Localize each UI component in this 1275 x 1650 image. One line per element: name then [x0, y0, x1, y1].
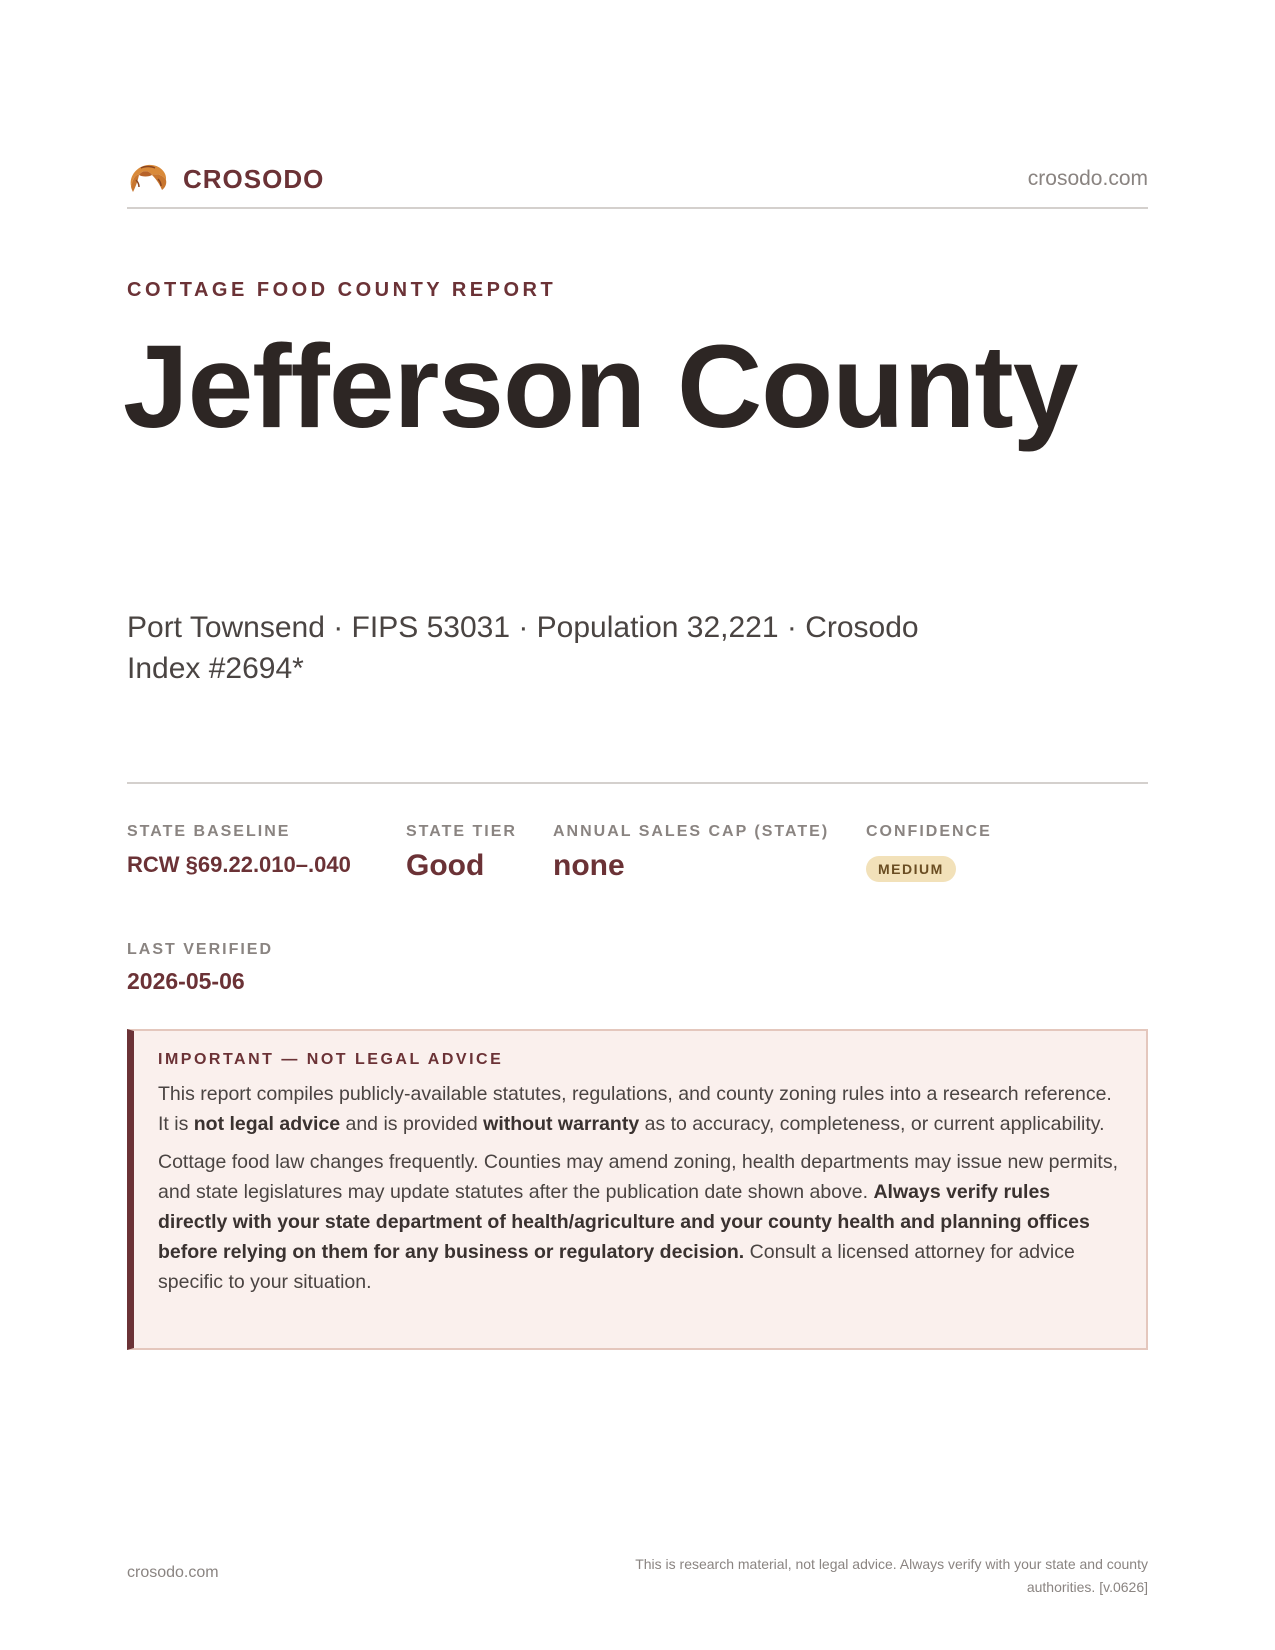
confidence-label: CONFIDENCE: [866, 823, 992, 840]
confidence-badge: MEDIUM: [866, 856, 956, 882]
header-site-link[interactable]: crosodo.com: [1027, 167, 1148, 190]
section-divider: [127, 782, 1148, 784]
brand-name: CROSODO: [183, 163, 325, 194]
notice-title: IMPORTANT — NOT LEGAL ADVICE: [158, 1051, 504, 1068]
page-title: Jefferson County: [123, 321, 1078, 453]
footer-site-link[interactable]: crosodo.com: [127, 1564, 219, 1581]
last-verified-value: 2026-05-06: [127, 968, 245, 994]
legal-notice: [127, 1029, 1148, 1350]
croissant-icon: [127, 160, 169, 198]
state-baseline-value: RCW §69.22.010–.040: [127, 852, 351, 877]
sales-cap-value: none: [553, 849, 625, 882]
report-page: [123, 0, 1148, 1650]
state-tier-value: Good: [406, 849, 485, 882]
state-baseline-label: STATE BASELINE: [127, 823, 291, 840]
report-eyebrow: COTTAGE FOOD COUNTY REPORT: [127, 279, 557, 301]
footer-disclaimer: This is research material, not legal advice. Always verify with your state and county authorities. [v.0626]: [635, 1556, 1148, 1595]
page-header: [127, 157, 1148, 209]
report-subtitle: Port Townsend · FIPS 53031 · Population 32,221 · Crosodo Index #2694*: [127, 611, 919, 685]
sales-cap-label: ANNUAL SALES CAP (STATE): [553, 823, 830, 840]
brand[interactable]: [127, 160, 324, 198]
notice-paragraph-1: This report compiles publicly-available statutes, regulations, and county zoning rules into a research reference. It is not legal advice and is provided without warranty as to accuracy, completeness, or current applicability.: [158, 1083, 1112, 1135]
notice-paragraph-2: Cottage food law changes frequently. Counties may amend zoning, health departments may issue new permits, and state legislatures may update statutes after the publication date shown above. Always verify rules directly with your state department of health/agriculture and your county health and planning offices before relying on them for any business or regulatory decision. Consult a licensed attorney for advice specific to your situation.: [158, 1151, 1118, 1293]
state-tier-label: STATE TIER: [406, 823, 517, 840]
last-verified-label: LAST VERIFIED: [127, 941, 274, 958]
